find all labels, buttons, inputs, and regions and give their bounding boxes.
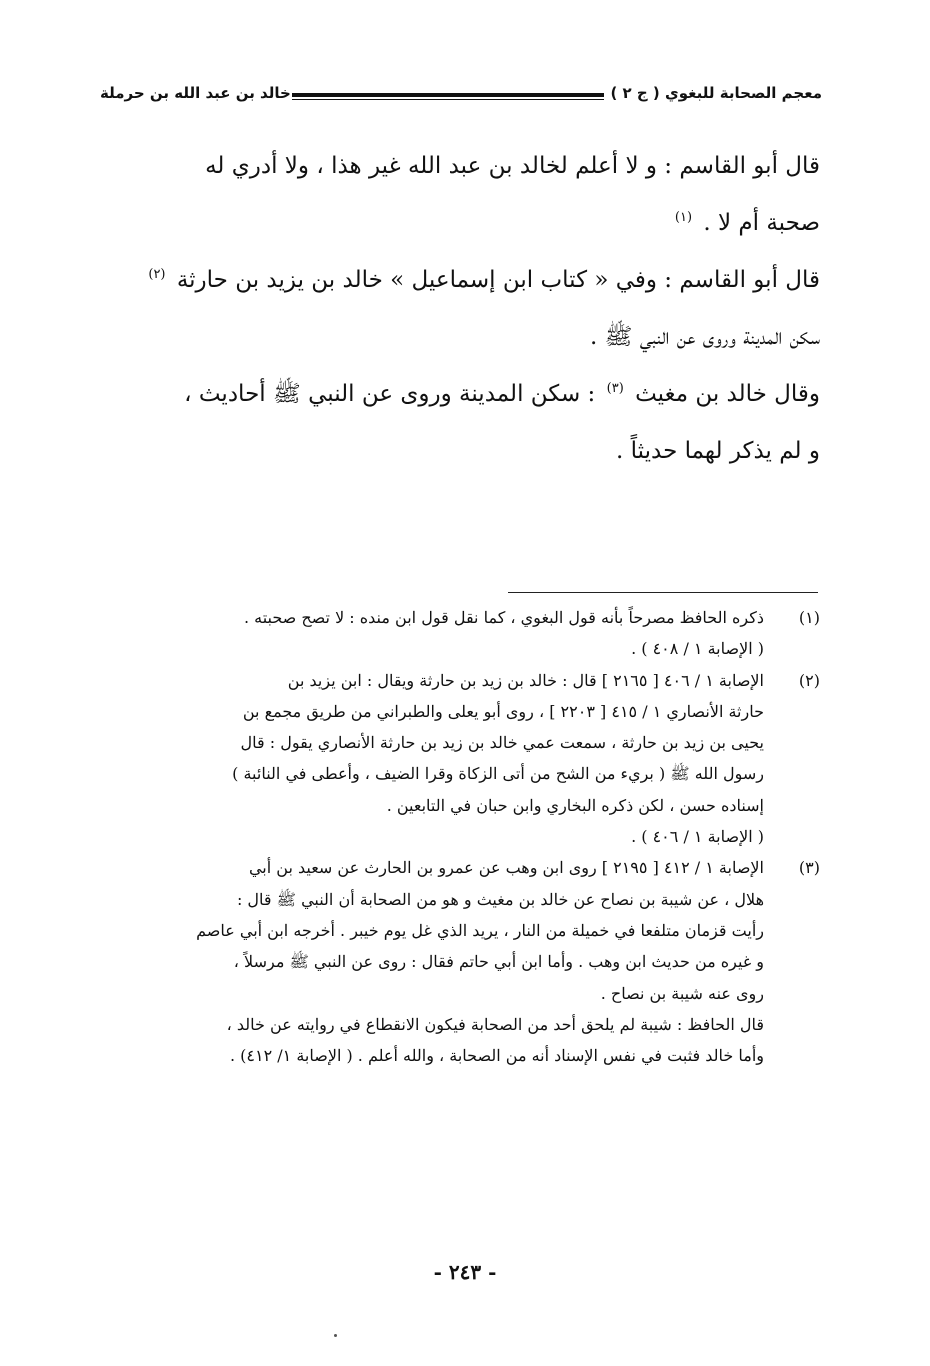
paragraph-3-line-1a: وقال خالد بن مغيث	[635, 381, 820, 407]
footnote-number: (٣)	[798, 858, 820, 878]
page-number: - ٢٤٣ -	[433, 1260, 497, 1284]
footnote-number: (٢)	[798, 670, 820, 690]
footnote-line: روى عنه شيبة بن نصاح .	[600, 983, 764, 1003]
paragraph-1-line-2: صحبة أم لا .	[703, 210, 820, 236]
footnote-ref-1: (١)	[674, 210, 693, 226]
paragraph-1	[100, 138, 820, 252]
footnote-2	[100, 665, 820, 853]
footnote-line: و غيره من حديث ابن وهب . وأما ابن أبي حاتم فقال : روى عن النبي ﷺ مرسلاً ،	[233, 952, 764, 972]
entry-name: خالد بن عبد الله بن حرملة	[100, 84, 291, 102]
footnote-1	[100, 602, 820, 665]
running-header	[100, 84, 822, 108]
footnote-line: قال الحافظ : شيبة لم يلحق أحد من الصحابة فيكون الانقطاع في روايته عن خالد ،	[226, 1014, 764, 1034]
footnote-ref-3: (٣)	[606, 381, 624, 397]
footnote-3	[100, 852, 820, 1071]
footnote-line: وأما خالد فثبت في نفس الإسناد أنه من الصحابة ، والله أعلم . ( الإصابة ١/ ٤١٢) .	[229, 1046, 764, 1066]
paragraph-2-line-2: سكن المدينة وروى عن النبي ﷺ .	[590, 324, 820, 350]
paragraph-3-line-1b: : سكن المدينة وروى عن النبي ﷺ أحاديث ،	[184, 381, 596, 407]
book-title: معجم الصحابة للبغوي ( ج ٢ )	[610, 84, 822, 102]
footnote-line: ( الإصابة ١ / ٤٠٦ ) .	[631, 827, 764, 847]
footnotes	[100, 602, 820, 1071]
paragraph-3	[100, 366, 820, 480]
header-rule-thin	[292, 99, 604, 100]
footnote-line: حارثة الأنصاري ١ / ٤١٥ [ ٢٢٠٣ ] ، روى أبو يعلى والطبراني من طريق مجمع بن	[242, 701, 764, 721]
footnote-line: إسناده حسن ، لكن ذكره البخاري وابن حبان في التابعين .	[386, 795, 764, 815]
footnote-line: ( الإصابة ١ / ٤٠٨ ) .	[631, 639, 764, 659]
footnote-line: رأيت قزمان متلفعا في خميلة من النار ، يريد الذي غل يوم خيبر . أخرجه ابن أبي عاصم	[196, 920, 764, 940]
footnote-line: يحيى بن زيد بن حارثة ، سمعت عمي خالد بن زيد بن حارثة الأنصاري يقول : قال	[240, 733, 764, 753]
paragraph-3-line-2: و لم يذكر لهما حديثاً .	[616, 438, 820, 464]
footnote-ref-2: (٢)	[148, 267, 166, 283]
header-rule	[292, 93, 604, 97]
paragraph-1-line-1: قال أبو القاسم : و لا أعلم لخالد بن عبد الله غير هذا ، ولا أدري له	[205, 153, 820, 179]
footnote-line: ذكره الحافظ مصرحاً بأنه قول البغوي ، كما نقل قول ابن منده : لا تصح صحبته .	[243, 608, 764, 627]
scan-speck	[334, 1334, 337, 1337]
main-text	[100, 138, 820, 480]
paragraph-2-line-1: قال أبو القاسم : وفي « كتاب ابن إسماعيل » خالد بن يزيد بن حارثة	[176, 267, 820, 293]
footnote-line: هلال ، عن شيبة بن نصاح عن خالد بن مغيث و هو من الصحابة أن النبي ﷺ قال :	[236, 889, 764, 909]
footnote-number: (١)	[798, 608, 820, 627]
footnote-separator	[508, 592, 818, 593]
footnote-line: الإصابة ١ / ٤٠٦ [ ٢١٦٥ ] قال : خالد بن زيد بن حارثة ويقال : ابن يزيد بن	[287, 670, 764, 690]
footnote-line: الإصابة ١ / ٤١٢ [ ٢١٩٥ ] روى ابن وهب عن عمرو بن الحارث عن سعيد بن أبي	[248, 858, 764, 878]
footnote-line: رسول الله ﷺ ( بريء من الشح من أتى الزكاة وقرا الضيف ، وأعطى في النائبة )	[232, 764, 764, 784]
paragraph-2	[100, 252, 820, 366]
